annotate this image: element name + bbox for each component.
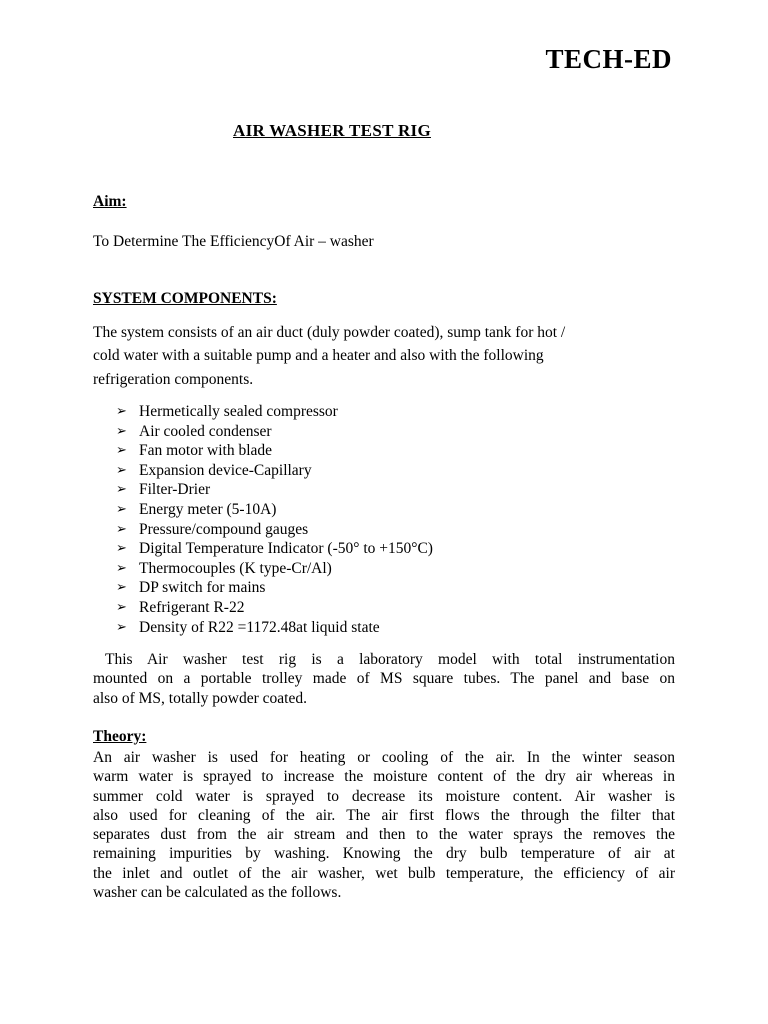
components-heading: SYSTEM COMPONENTS: bbox=[93, 290, 277, 307]
arrow-bullet-icon: ➢ bbox=[116, 501, 127, 517]
aim-heading: Aim: bbox=[93, 193, 127, 210]
components-intro-line: cold water with a suitable pump and a heater and also with the following bbox=[93, 347, 544, 364]
list-item: ➢ Expansion device-Capillary bbox=[116, 461, 312, 479]
arrow-bullet-icon: ➢ bbox=[116, 423, 127, 439]
arrow-bullet-icon: ➢ bbox=[116, 541, 127, 557]
list-item: ➢ DP switch for mains bbox=[116, 579, 266, 597]
arrow-bullet-icon: ➢ bbox=[116, 560, 127, 576]
list-item: ➢ Thermocouples (K type-Cr/Al) bbox=[116, 559, 332, 577]
paragraph-line: An air washer is used for heating or cooling of the air. In the winter season bbox=[93, 749, 675, 766]
brand-header: TECH-ED bbox=[545, 44, 672, 74]
arrow-bullet-icon: ➢ bbox=[116, 580, 127, 596]
paragraph-line: also of MS, totally powder coated. bbox=[93, 689, 307, 707]
components-intro-line: refrigeration components. bbox=[93, 371, 254, 388]
arrow-bullet-icon: ➢ bbox=[116, 599, 127, 615]
list-item: ➢ Pressure/compound gauges bbox=[116, 520, 309, 538]
arrow-bullet-icon: ➢ bbox=[116, 619, 127, 635]
list-item: ➢ Refrigerant R-22 bbox=[116, 598, 245, 616]
arrow-bullet-icon: ➢ bbox=[116, 482, 127, 498]
arrow-bullet-icon: ➢ bbox=[116, 521, 127, 537]
list-item: ➢ Density of R22 =1172.48at liquid state bbox=[116, 618, 380, 636]
aim-text: To Determine The EfficiencyOf Air – washer bbox=[93, 233, 374, 250]
theory-paragraph bbox=[93, 748, 675, 902]
list-item: ➢ Hermetically sealed compressor bbox=[116, 403, 338, 420]
paragraph-line: This Air washer test rig is a laboratory model with total instrumentation bbox=[105, 651, 675, 668]
list-item: ➢ Fan motor with blade bbox=[116, 442, 273, 460]
paragraph-line: remaining impurities by washing. Knowing the dry bulb temperature of air at bbox=[93, 845, 675, 863]
list-item: ➢ Filter-Drier bbox=[116, 481, 211, 499]
arrow-bullet-icon: ➢ bbox=[116, 443, 127, 459]
theory-heading: Theory: bbox=[93, 728, 147, 745]
arrow-bullet-icon: ➢ bbox=[116, 404, 127, 419]
paragraph-line: summer cold water is sprayed to decrease its moisture content. Air washer is bbox=[93, 787, 675, 805]
list-item: ➢ Digital Temperature Indicator (-50° to +150°C) bbox=[116, 540, 433, 558]
components-list bbox=[116, 402, 433, 637]
description-paragraph bbox=[93, 650, 675, 708]
paragraph-line: warm water is sprayed to increase the moisture content of the dry air whereas in bbox=[93, 768, 675, 786]
document-title: AIR WASHER TEST RIG bbox=[233, 121, 431, 140]
paragraph-line: the inlet and outlet of the air washer, wet bulb temperature, the efficiency of air bbox=[93, 864, 675, 882]
list-item: ➢ Energy meter (5-10A) bbox=[116, 500, 277, 518]
paragraph-line: separates dust from the air stream and then to the water sprays the removes the bbox=[93, 826, 675, 844]
components-intro-line: The system consists of an air duct (duly powder coated), sump tank for hot / bbox=[93, 324, 566, 341]
arrow-bullet-icon: ➢ bbox=[116, 462, 127, 478]
paragraph-line: mounted on a portable trolley made of MS square tubes. The panel and base on bbox=[93, 670, 675, 688]
list-item: ➢ Air cooled condenser bbox=[116, 422, 272, 440]
paragraph-line: also used for cleaning of the air. The air first flows the through the filter that bbox=[93, 806, 675, 824]
paragraph-line: washer can be calculated as the follows. bbox=[93, 884, 342, 902]
